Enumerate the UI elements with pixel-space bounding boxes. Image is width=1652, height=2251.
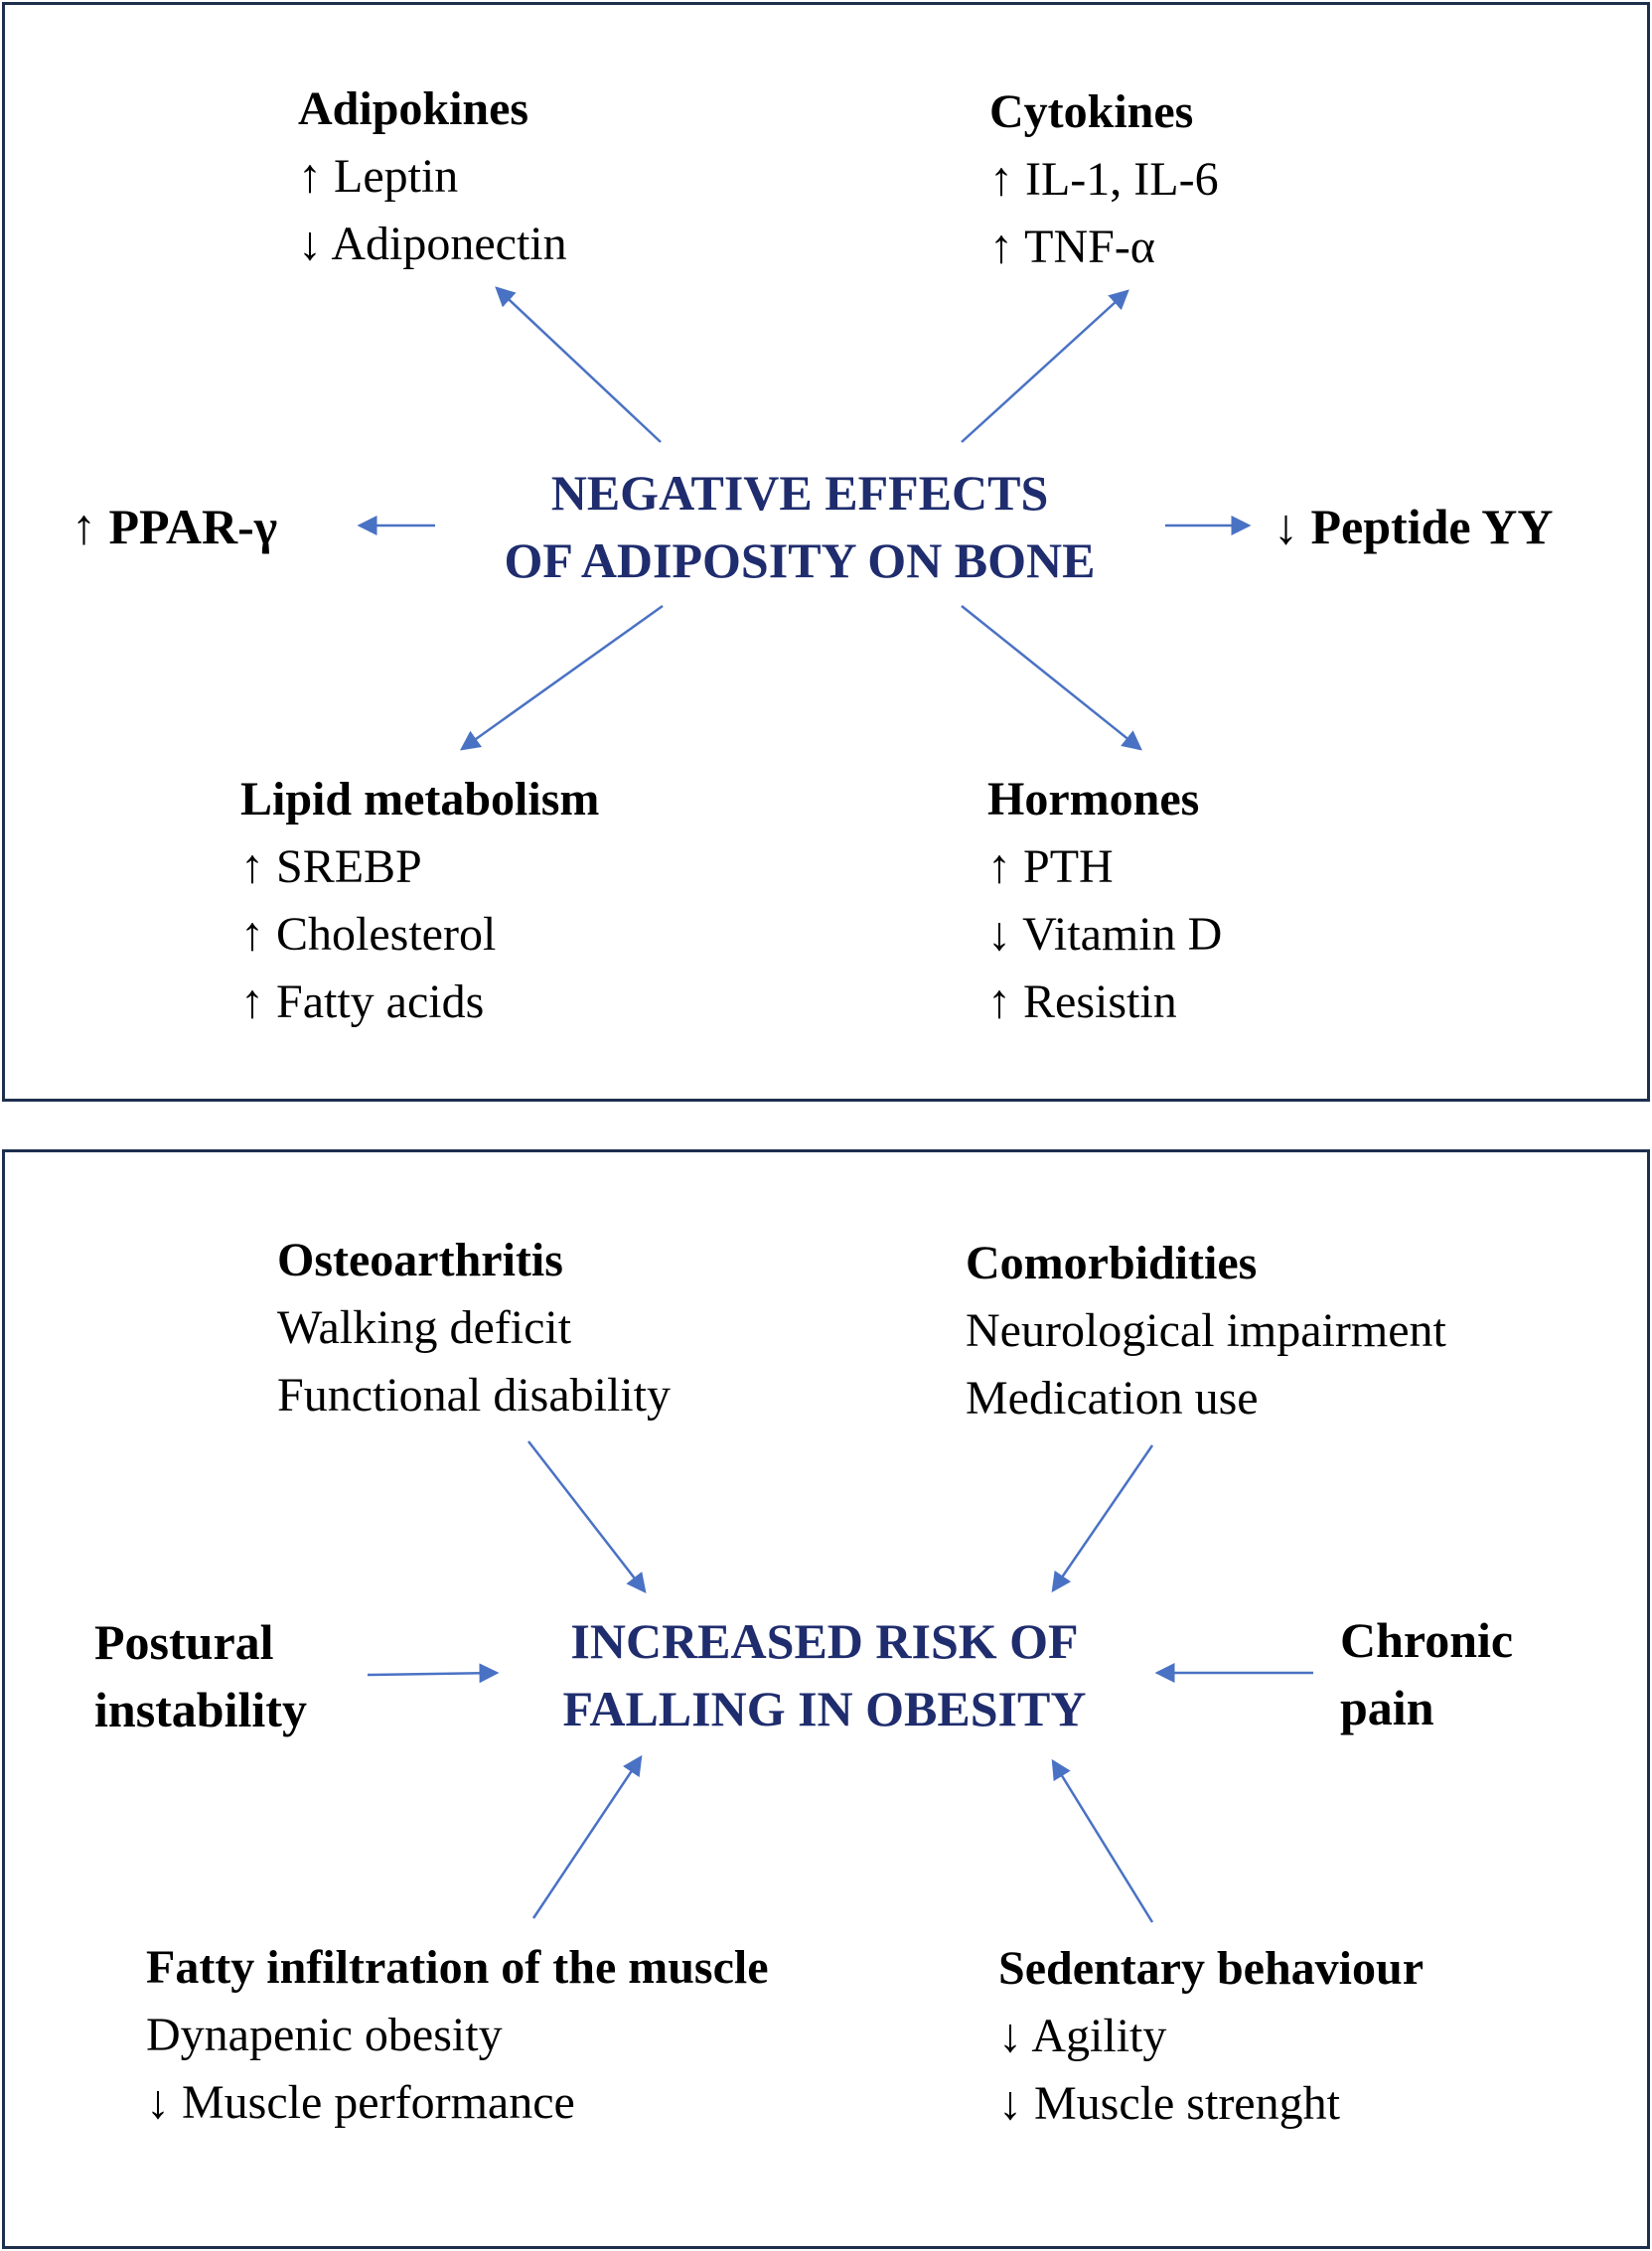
top-center-line-1: NEGATIVE EFFECTS <box>550 465 1049 521</box>
sedentary-item: ↓ Muscle strenght <box>998 2077 1340 2130</box>
lipid-title: Lipid metabolism <box>240 773 600 825</box>
chronic-pain-label <box>1340 1606 1513 1741</box>
cytokines-item: ↑ IL-1, IL-6 <box>989 153 1219 206</box>
hormones-item: ↓ Vitamin D <box>987 908 1223 961</box>
comorbidities-title: Comorbidities <box>966 1237 1258 1289</box>
bottom-center-title <box>437 1607 1212 1742</box>
lipid-item: ↑ SREBP <box>240 840 422 893</box>
lipid-item: ↑ Cholesterol <box>240 908 497 961</box>
adipokines-item: ↑ Leptin <box>298 150 459 203</box>
top-center-title <box>387 459 1212 594</box>
hormones-item: ↑ Resistin <box>987 975 1177 1028</box>
cytokines-group <box>989 78 1219 281</box>
osteoarthritis-group <box>277 1227 671 1429</box>
lipid-metabolism-group <box>240 766 599 1036</box>
bottom-center-line-1: INCREASED RISK OF <box>570 1613 1079 1669</box>
adipokines-group <box>298 75 567 278</box>
postural-instability-label <box>94 1608 307 1743</box>
fatty-item: ↓ Muscle performance <box>146 2076 575 2129</box>
postural-line-1: Postural <box>94 1614 274 1670</box>
comorbidities-item: Medication use <box>966 1372 1259 1425</box>
hormones-title: Hormones <box>987 773 1200 825</box>
cytokines-title: Cytokines <box>989 85 1194 138</box>
osteoarthritis-item: Walking deficit <box>277 1301 572 1354</box>
sedentary-title: Sedentary behaviour <box>998 1942 1425 1995</box>
postural-line-2: instability <box>94 1682 307 1737</box>
peptide-label: ↓ Peptide YY <box>1274 499 1554 554</box>
chronic-line-2: pain <box>1340 1680 1434 1735</box>
top-center-line-2: OF ADIPOSITY ON BONE <box>504 532 1096 588</box>
fatty-title: Fatty infiltration of the muscle <box>146 1941 769 1994</box>
adipokines-item: ↓ Adiponectin <box>298 218 567 270</box>
sedentary-group <box>998 1935 1424 2138</box>
osteoarthritis-title: Osteoarthritis <box>277 1234 563 1286</box>
adipokines-title: Adipokines <box>298 82 529 135</box>
sedentary-item: ↓ Agility <box>998 2010 1167 2062</box>
osteoarthritis-item: Functional disability <box>277 1369 671 1422</box>
fatty-infiltration-group <box>146 1934 769 2137</box>
comorbidities-group <box>966 1230 1446 1432</box>
ppar-label: ↑ PPAR-γ <box>72 499 278 554</box>
lipid-item: ↑ Fatty acids <box>240 975 485 1028</box>
comorbidities-item: Neurological impairment <box>966 1304 1446 1357</box>
cytokines-item: ↑ TNF-α <box>989 221 1155 273</box>
hormones-group <box>987 766 1222 1036</box>
chronic-line-1: Chronic <box>1340 1612 1514 1668</box>
hormones-item: ↑ PTH <box>987 840 1114 893</box>
fatty-item: Dynapenic obesity <box>146 2009 503 2061</box>
bottom-center-line-2: FALLING IN OBESITY <box>562 1681 1087 1736</box>
